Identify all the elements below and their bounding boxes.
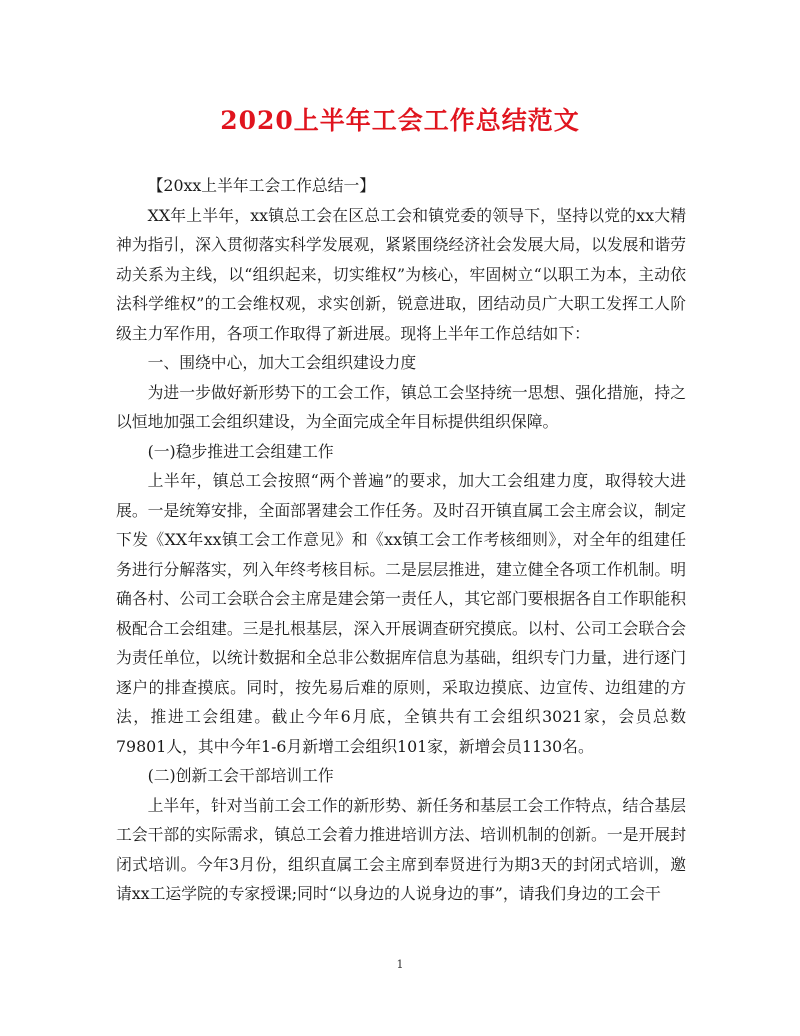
document-title: 2020上半年工会工作总结范文 bbox=[220, 106, 580, 135]
paragraph-subsection-1: 上半年，镇总工会按照“两个普遍”的要求，加大工会组建力度，取得较大进展。一是统筹安排，全面部署建会工作任务。及时召开镇直属工会主席会议，制定下发《XX年xx镇工会工作意见》和《xx镇工会工作考核细则》，对全年的组建任务进行分解落实，列入年终考核目标。二是层层推进，建立健全各项工作机制。明确各村、公司工会联合会主席是建会第一责任人，其它部门要根据各自工作职能积极配合工会组建。三是扎根基层，深入开展调查研究摸底。以村、公司工会联合会为责任单位，以统计数据和全总非公数据库信息为基础，组织专门力量，进行逐门逐户的排查摸底。同时，按先易后难的原则，采取边摸底、边宣传、边组建的方法，推进工会组建。截止今年6月底，全镇共有工会组织3021家，会员总数79801人，其中今年1-6月新增工会组织101家，新增会员1130名。 bbox=[116, 471, 686, 756]
subsection-heading-2: (二)创新工会干部培训工作 bbox=[147, 766, 334, 785]
page-number: 1 bbox=[396, 958, 404, 971]
paragraph-heading-summary-one: 【20xx上半年工会工作总结一】 bbox=[147, 176, 376, 195]
document-body bbox=[116, 171, 686, 909]
paragraph-subsection-2: 上半年，针对当前工会工作的新形势、新任务和基层工会工作特点，结合基层工会干部的实际需求，镇总工会着力推进培训方法、培训机制的创新。一是开展封闭式培训。今年3月份，组织直属工会主席到奉贤进行为期3天的封闭式培训，邀请xx工运学院的专家授课;同时“以身边的人说身边的事”，请我们身边的工会干 bbox=[116, 795, 686, 903]
subsection-heading-1: (一)稳步推进工会组建工作 bbox=[147, 441, 334, 461]
paragraph-section-1: 为进一步做好新形势下的工会工作，镇总工会坚持统一思想、强化措施，持之以恒地加强工会组织建设，为全面完成全年目标提供组织保障。 bbox=[116, 382, 686, 431]
section-heading-1: 一、围绕中心，加大工会组织建设力度 bbox=[147, 353, 417, 372]
paragraph-intro: XX年上半年，xx镇总工会在区总工会和镇党委的领导下，坚持以党的xx大精神为指引，深入贯彻落实科学发展观，紧紧围绕经济社会发展大局，以发展和谐劳动关系为主线，以“组织起来，切实维权”为核心，牢固树立“以职工为本，主动依法科学维权”的工会维权观，求实创新，锐意进取，团结动员广大职工发挥工人阶级主力军作用，各项工作取得了新进展。现将上半年工作总结如下： bbox=[116, 205, 686, 343]
